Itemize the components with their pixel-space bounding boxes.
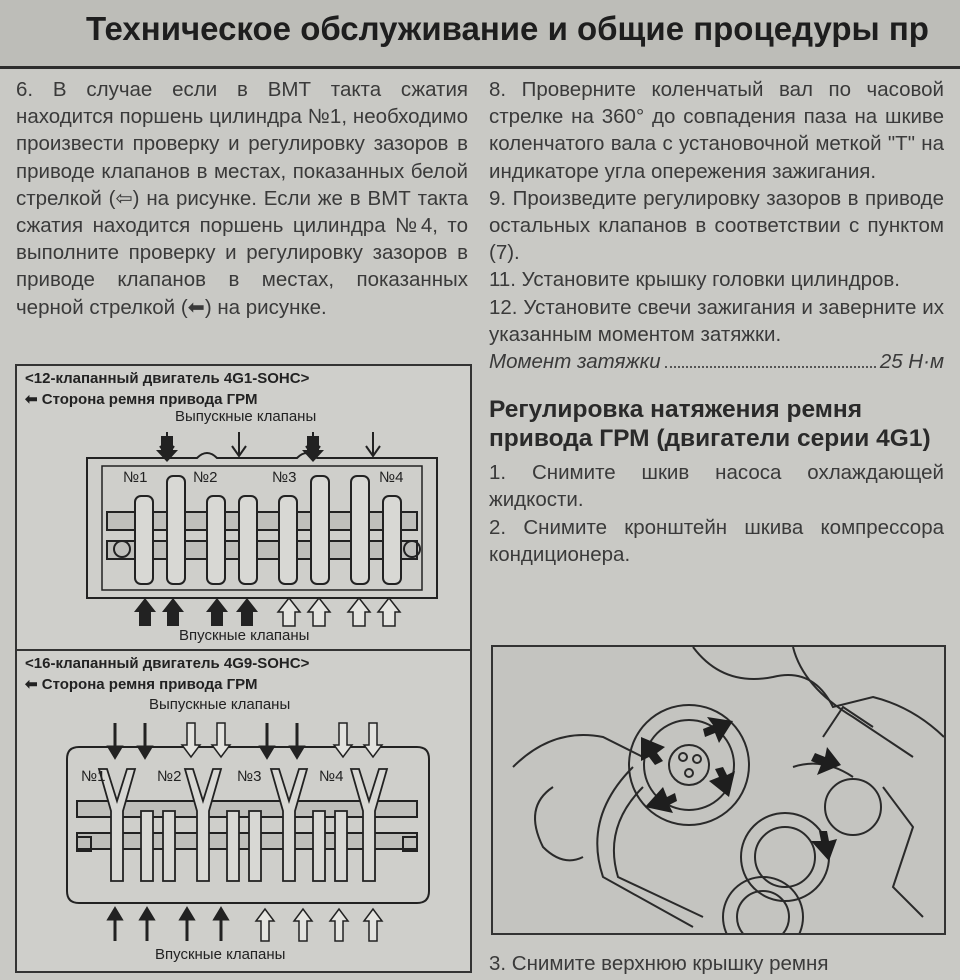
step-3: 3. Снимите верхнюю крышку ремня bbox=[489, 952, 829, 975]
right-column bbox=[489, 76, 944, 568]
belt-side-label: ⬅ Сторона ремня привода ГРМ bbox=[25, 676, 258, 693]
cyl-label-3: №3 bbox=[272, 469, 297, 486]
cyl-label-2: №2 bbox=[193, 469, 218, 486]
torque-spec bbox=[489, 348, 944, 375]
black-arrow-icon: ⬅ bbox=[25, 391, 42, 408]
paragraph-8: 8. Проверните коленчатый вал по часовой стрелке на 360° до совпадения паза на шкиве коленчатого вала с установочной меткой "T" на индикаторе угла опережения зажигания. bbox=[489, 78, 944, 183]
cyl-label-4: №4 bbox=[379, 469, 404, 486]
paragraph-11: 11. Установите крышку головки цилиндров. bbox=[489, 268, 901, 292]
torque-spec-value: 25 Н·м bbox=[879, 350, 944, 374]
belt-side-label: ⬅ Сторона ремня привода ГРМ bbox=[25, 391, 258, 408]
engine-pulley-figure bbox=[491, 645, 946, 935]
engine-pulley-drawing bbox=[493, 647, 944, 933]
paragraph-12: 12. Установите свечи зажигания и заверните их указанным моментом затяжки. bbox=[489, 295, 944, 346]
black-arrow-icon: ⬅ bbox=[25, 676, 42, 693]
valve-diagram-16 bbox=[17, 651, 470, 971]
step-2: 2. Снимите кронштейн шкива компрессора кондиционера. bbox=[489, 515, 944, 566]
left-column bbox=[16, 76, 468, 321]
paragraph-6: 6. В случае если в ВМТ такта сжатия находится поршень цилиндра №1, необходимо произвести проверку и регулировку зазоров в приводе клапанов в местах, показанных белой стрелкой (⇦) на рисунке. Если же в ВМТ такта сжатия находится поршень цилиндра №4, то выполните проверку и регулировку зазоров в приводе клапанов в местах, показанных черной стрелкой (⬅) на рисунке. bbox=[16, 78, 468, 319]
step-1: 1. Снимите шкив насоса охлаждающей жидкости. bbox=[489, 461, 944, 512]
intake-label: Впускные клапаны bbox=[179, 627, 310, 644]
torque-spec-label: Момент затяжки bbox=[489, 350, 661, 374]
page-title: Техническое обслуживание и общие процедуры пр bbox=[86, 10, 929, 47]
paragraph-9: 9. Произведите регулировку зазоров в приводе остальных клапанов в соответствии с пунктом (7). bbox=[489, 186, 944, 265]
figure-12-valve bbox=[15, 364, 472, 651]
cyl-label-1: №1 bbox=[81, 768, 106, 785]
figure-title: <16-клапанный двигатель 4G9-SOHC> bbox=[25, 655, 310, 672]
cyl-label-4: №4 bbox=[319, 768, 344, 785]
valve-diagram-12 bbox=[17, 366, 470, 649]
cyl-label-2: №2 bbox=[157, 768, 182, 785]
exhaust-label: Выпускные клапаны bbox=[149, 696, 291, 713]
cyl-label-3: №3 bbox=[237, 768, 262, 785]
figure-16-valve bbox=[15, 649, 472, 973]
intake-label: Впускные клапаны bbox=[155, 946, 286, 963]
spec-leader-dots bbox=[665, 348, 876, 368]
figure-title: <12-клапанный двигатель 4G1-SOHC> bbox=[25, 370, 310, 387]
page-header bbox=[0, 0, 960, 69]
exhaust-label: Выпускные клапаны bbox=[175, 408, 317, 425]
cyl-label-1: №1 bbox=[123, 469, 148, 486]
section-heading: Регулировка натяжения ремня привода ГРМ (двигатели серии 4G1) bbox=[489, 396, 931, 453]
